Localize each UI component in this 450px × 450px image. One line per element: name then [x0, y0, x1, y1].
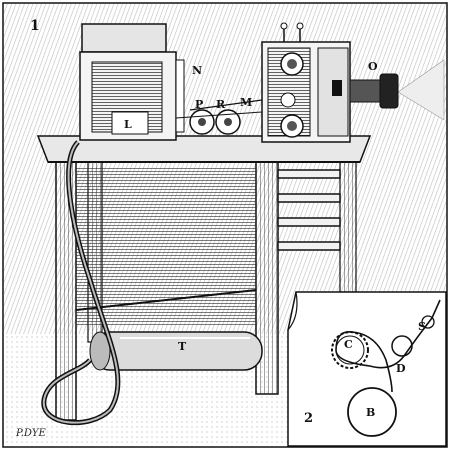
label-R: R [216, 98, 226, 111]
panel-number-inset: 2 [304, 411, 314, 426]
label-D: D [396, 362, 406, 375]
label-N: N [192, 64, 203, 77]
under-table-shadow [76, 166, 256, 326]
label-S: S [418, 320, 426, 333]
label-O: O [368, 60, 378, 73]
table-leg-back-right [340, 162, 356, 292]
label-L: L [124, 118, 132, 131]
small-roller [392, 336, 412, 356]
panel-number-main: 1 [30, 18, 40, 34]
label-C: C [344, 338, 353, 351]
label-T: T [178, 340, 187, 353]
label-M: M [240, 96, 253, 109]
label-B: B [366, 406, 376, 419]
engraver-signature: P.DYE [16, 428, 46, 439]
label-P: P [195, 98, 204, 111]
